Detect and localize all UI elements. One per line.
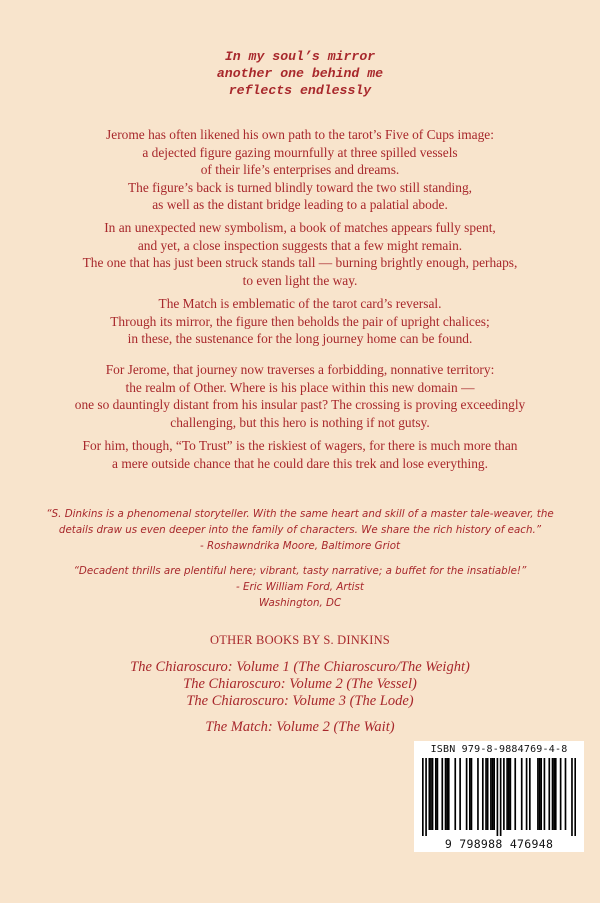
blurb-line: For him, though, “To Trust” is the riskiest of wagers, for there is much more than: [82, 438, 518, 453]
barcode-bar: [565, 758, 567, 830]
barcode-bar: [560, 758, 562, 830]
barcode-bar: [553, 758, 555, 830]
barcode-bar: [425, 758, 427, 836]
haiku-line: In my soul’s mirror: [224, 49, 376, 64]
isbn-barcode-block: [414, 741, 584, 852]
blurb-line: The Match is emblematic of the tarot card’s reversal.: [158, 296, 442, 311]
barcode-bar: [477, 758, 479, 830]
barcode-bar: [482, 758, 484, 830]
barcode-bar: [500, 758, 502, 836]
review-quote-1: [30, 506, 570, 554]
barcode-bar: [552, 758, 554, 830]
blurb-paragraph-5: [40, 437, 560, 472]
barcode-bar: [571, 758, 573, 836]
book-title: The Chiaroscuro: Volume 1 (The Chiaroscuro/The Weight): [130, 659, 470, 675]
barcode-bar: [471, 758, 473, 830]
barcode-bar: [445, 758, 447, 830]
blurb-line: of their life’s enterprises and dreams.: [200, 162, 400, 177]
blurb-line: one so dauntingly distant from his insular past? The crossing is proving exceedingly: [74, 397, 526, 412]
barcode-bar: [514, 758, 516, 830]
book-title: The Chiaroscuro: Volume 3 (The Lode): [186, 693, 414, 709]
blurb-line: a mere outside chance that he could dare this trek and lose everything.: [112, 455, 488, 471]
blurb-line: as well as the distant bridge leading to a palatial abode.: [152, 197, 448, 212]
review-attribution-location: Washington, DC: [258, 597, 342, 609]
barcode-bar: [432, 758, 434, 830]
blurb-line: Jerome has often likened his own path to the tarot’s Five of Cups image:: [106, 127, 494, 142]
barcode-bar: [485, 758, 487, 830]
barcode-bar: [469, 758, 471, 830]
blurb-paragraph-3: [40, 295, 560, 348]
barcode-bar: [508, 758, 510, 830]
review-attribution: - Eric William Ford, Artist: [236, 581, 364, 593]
barcode-bar: [539, 758, 541, 830]
other-books-list-chiaroscuro: [0, 659, 600, 710]
barcode-bar: [459, 758, 461, 830]
book-title: The Match: Volume 2 (The Wait): [205, 719, 395, 735]
barcode-bar: [441, 758, 443, 830]
book-title: The Chiaroscuro: Volume 2 (The Vessel): [183, 676, 417, 692]
haiku-line: reflects endlessly: [228, 83, 372, 98]
other-books-list-match: [0, 719, 600, 736]
barcode-bar: [437, 758, 439, 830]
barcode-bar: [548, 758, 550, 830]
isbn-label: ISBN 979-8-9884769-4-8: [430, 744, 568, 755]
haiku-line: another one behind me: [216, 66, 384, 81]
blurb-line: For Jerome, that journey now traverses a forbidding, nonnative territory:: [105, 362, 495, 377]
barcode-bar: [490, 758, 492, 830]
barcode-bar: [497, 758, 499, 836]
barcode-bar: [428, 758, 430, 830]
blurb-paragraph-4: [40, 361, 560, 431]
blurb-line: a dejected figure gazing mournfully at three spilled vessels: [142, 144, 458, 160]
barcode-bar: [454, 758, 456, 830]
review-line: “Decadent thrills are plentiful here; vibrant, tasty narrative; a buffet for the insatiable!”: [73, 565, 527, 577]
blurb-paragraph-2: [40, 219, 560, 289]
barcode-bar: [529, 758, 531, 830]
blurb-paragraph-1: [40, 126, 560, 214]
haiku-epigraph: [0, 48, 600, 99]
barcode-bar: [574, 758, 576, 836]
other-books-heading: OTHER BOOKS BY S. DINKINS: [210, 633, 390, 647]
review-attribution: - Roshawndrika Moore, Baltimore Griot: [199, 540, 401, 552]
barcode-bar: [446, 758, 448, 830]
barcode-bar: [493, 758, 495, 830]
review-line: details draw us even deeper into the family of characters. We share the rich history of each.”: [58, 524, 542, 536]
blurb-line: and yet, a close inspection suggests that a few might remain.: [137, 237, 463, 253]
blurb-line: In an unexpected new symbolism, a book of matches appears fully spent,: [104, 220, 496, 235]
barcode-bar: [487, 758, 489, 830]
barcode-bar: [555, 758, 557, 830]
blurb-line: challenging, but this hero is nothing if not gutsy.: [170, 414, 430, 430]
barcode-bar: [540, 758, 542, 830]
barcode-bar: [526, 758, 528, 830]
blurb-line: The one that has just been struck stands tall — burning brightly enough, perhaps,: [82, 255, 518, 270]
barcode-bar: [506, 758, 508, 830]
barcode-bar: [435, 758, 437, 830]
barcode-bar: [448, 758, 450, 830]
barcode-bar: [422, 758, 424, 836]
barcode-digits: 9 798988 476948: [444, 837, 554, 851]
barcode-bar: [537, 758, 539, 830]
review-quote-2: [30, 563, 570, 611]
barcode-bar: [430, 758, 432, 830]
barcode-bar: [466, 758, 468, 830]
barcode-bar: [503, 758, 505, 830]
blurb-line: The figure’s back is turned blindly toward the two still standing,: [127, 179, 472, 195]
barcode-bar: [510, 758, 512, 830]
blurb-line: the realm of Other. Where is his place within this new domain —: [125, 379, 475, 395]
barcode-bar: [544, 758, 546, 830]
blurb-line: Through its mirror, the figure then beholds the pair of upright chalices;: [110, 313, 490, 329]
blurb-line: to even light the way.: [242, 272, 358, 288]
barcode-icon: [422, 758, 576, 836]
blurb-line: in these, the sustenance for the long journey home can be found.: [127, 331, 473, 346]
barcode-bar: [521, 758, 523, 830]
barcode-bar: [492, 758, 494, 830]
review-line: “S. Dinkins is a phenomenal storyteller. With the same heart and skill of a master tale-weaver, the: [46, 508, 554, 520]
